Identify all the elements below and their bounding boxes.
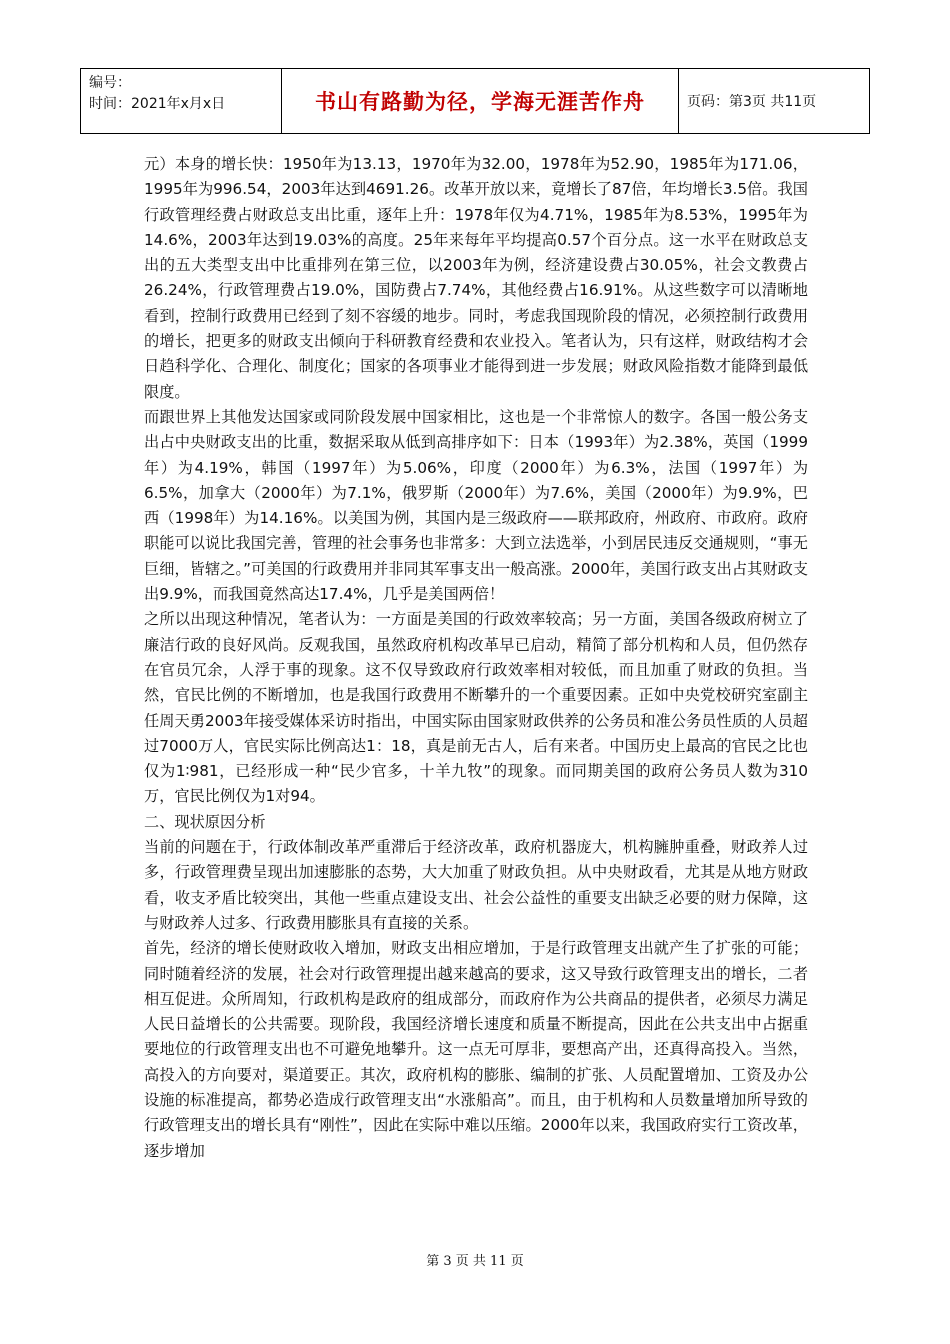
header-meta — [81, 69, 282, 133]
paragraph: 元）本身的增长快：1950年为13.13，1970年为32.00，1978年为52.90，1985年为171.06，1995年为996.54，2003年达到4691.26。改革开放以来，竟增长了87倍，年均增长3.5倍。我国行政管理经费占财政总支出比重，逐年上升：1978年仅为4.71%，1985年为8.53%，1995年为14.6%，2003年达到19.03%的高度。25年来每年平均提高0.57个百分点。这一水平在财政总支出的五大类型支出中比重排列在第三位，以2003年为例，经济建设费占30.05%，社会文教费占26.24%，行政管理费占19.0%，国防费占7.74%，其他经费占16.91%。从这些数字可以清晰地看到，控制行政费用已经到了刻不容缓的地步。同时，考虑我国现阶段的情况，必须控制行政费用的增长，把更多的财政支出倾向于科研教育经费和农业投入。笔者认为，只有这样，财政结构才会日趋科学化、合理化、制度化；国家的各项事业才能得到进一步发展；财政风险指数才能降到最低限度。 — [144, 155, 808, 401]
section-heading: 二、现状原因分析 — [144, 812, 266, 831]
page-footer: 第 3 页 共 11 页 — [426, 1254, 524, 1269]
paragraph: 之所以出现这种情况，笔者认为：一方面是美国的行政效率较高；另一方面，美国各级政府树立了廉洁行政的良好风尚。反观我国，虽然政府机构改革早已启动，精简了部分机构和人员，但仍然存在官员冗余，人浮于事的现象。这不仅导致政府行政效率相对较低，而且加重了财政的负担。当然，官民比例的不断增加，也是我国行政费用不断攀升的一个重要因素。正如中央党校研究室副主任周天勇2003年接受媒体采访时指出，中国实际由国家财政供养的公务员和准公务员性质的人员超过7000万人，官民实际比例高达1：18，真是前无古人，后有来者。中国历史上最高的官民之比也仅为1∶981，已经形成一种“民少官多，十羊九牧”的现象。而同期美国的政府公务员人数为310万，官民比例仅为1对94。 — [144, 610, 808, 806]
page-header — [80, 68, 870, 134]
number-label: 编号： — [89, 75, 131, 91]
header-page-info: 页码：第3页 共11页 — [687, 94, 817, 110]
document-body — [144, 152, 808, 1164]
paragraph: 当前的问题在于，行政体制改革严重滞后于经济改革，政府机器庞大，机构臃肿重叠，财政养人过多，行政管理费呈现出加速膨胀的态势，大大加重了财政负担。从中央财政看，尤其是从地方财政看，收支矛盾比较突出，其他一些重点建设支出、社会公益性的重要支出缺乏必要的财力保障，这与财政养人过多、行政费用膨胀具有直接的关系。 — [144, 838, 808, 932]
paragraph: 首先，经济的增长使财政收入增加，财政支出相应增加，于是行政管理支出就产生了扩张的可能；同时随着经济的发展，社会对行政管理提出越来越高的要求，这又导致行政管理支出的增长，二者相互促进。众所周知，行政机构是政府的组成部分，而政府作为公共商品的提供者，必须尽力满足人民日益增长的公共需要。现阶段，我国经济增长速度和质量不断提高，因此在公共支出中占据重要地位的行政管理支出也不可避免地攀升。这一点无可厚非，要想高产出，还真得高投入。当然，高投入的方向要对，渠道要正。其次，政府机构的膨胀、编制的扩张、人员配置增加、工资及办公设施的标准提高，都势必造成行政管理支出“水涨船高”。而且，由于机构和人员数量增加所导致的行政管理支出的增长具有“刚性”，因此在实际中难以压缩。2000年以来，我国政府实行工资改革，逐步增加 — [144, 939, 808, 1160]
time-label: 时间：2021年x月x日 — [89, 96, 226, 112]
header-motto: 书山有路勤为径，学海无涯苦作舟 — [282, 69, 679, 133]
paragraph: 而跟世界上其他发达国家或同阶段发展中国家相比，这也是一个非常惊人的数字。各国一般公务支出占中央财政支出的比重，数据采取从低到高排序如下：日本（1993年）为2.38%，英国（1999年）为4.19%，韩国（1997年）为5.06%，印度（2000年）为6.3%，法国（1997年）为6.5%，加拿大（2000年）为7.1%，俄罗斯（2000年）为7.6%，美国（2000年）为9.9%，巴西（1998年）为14.16%。以美国为例，其国内是三级政府——联邦政府，州政府、市政府。政府职能可以说比我国完善，管理的社会事务也非常多：大到立法选举，小到居民违反交通规则，“事无巨细，皆辖之。”可美国的行政费用并非同其军事支出一般高涨。2000年，美国行政支出占其财政支出9.9%，而我国竟然高达17.4%，几乎是美国两倍！ — [144, 407, 808, 604]
